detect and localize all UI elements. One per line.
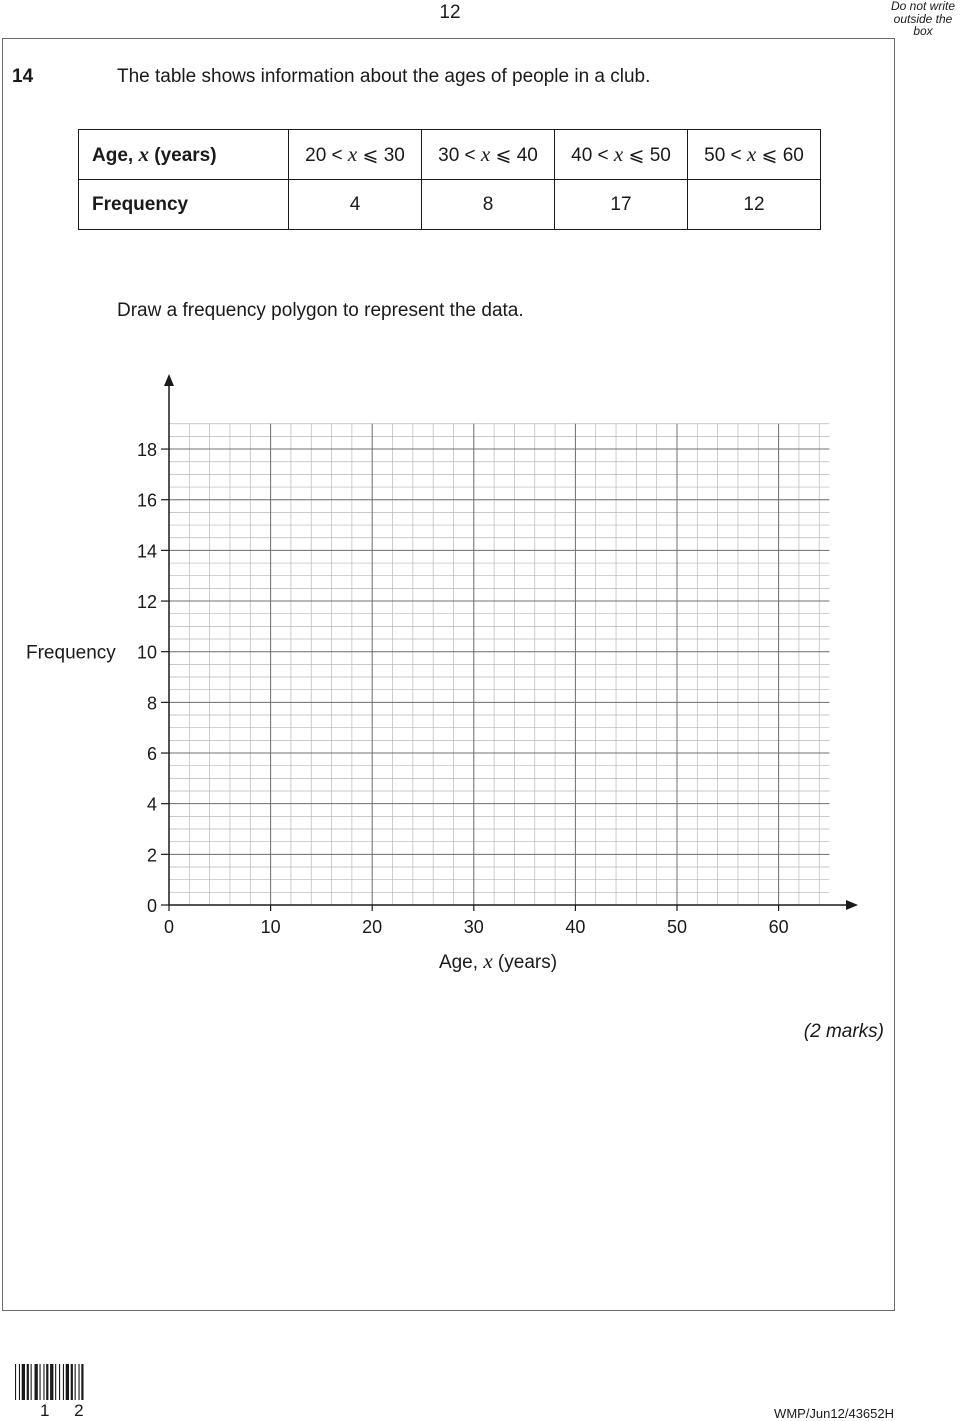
y-tick-label: 0 bbox=[146, 896, 157, 916]
barcode-bar bbox=[22, 1364, 25, 1400]
minor-gridlines bbox=[169, 424, 829, 905]
barcode-digits: 1 2 bbox=[40, 1401, 94, 1420]
age-header: Age, x (years) bbox=[79, 130, 289, 180]
question-text: The table shows information about the ages of people in a club. bbox=[117, 66, 651, 87]
barcode-bar bbox=[63, 1364, 64, 1400]
y-axis-title: Frequency bbox=[26, 642, 116, 664]
frequency-grid-chart bbox=[0, 370, 900, 990]
frequency-header: Frequency bbox=[79, 180, 289, 230]
x-axis-arrowhead bbox=[846, 900, 858, 910]
y-axis-arrowhead bbox=[164, 374, 174, 386]
frequency-cell: 4 bbox=[289, 180, 422, 230]
barcode-bar bbox=[46, 1364, 48, 1400]
x-tick-label: 20 bbox=[362, 917, 383, 937]
x-axis-title: Age, x (years) bbox=[438, 949, 558, 973]
barcode-bar bbox=[50, 1364, 53, 1400]
x-tick-label: 60 bbox=[768, 917, 789, 937]
barcode-bar bbox=[40, 1364, 41, 1400]
x-tick-label: 30 bbox=[463, 917, 484, 937]
barcode-bar bbox=[75, 1364, 76, 1400]
frequency-row bbox=[79, 180, 821, 230]
barcode-bar bbox=[71, 1364, 73, 1400]
barcode-bar bbox=[66, 1364, 69, 1400]
barcode-bar bbox=[35, 1364, 38, 1400]
frequency-cell: 17 bbox=[555, 180, 688, 230]
y-tick-label: 8 bbox=[146, 693, 157, 714]
barcode-bar bbox=[79, 1364, 80, 1400]
frequency-cell: 12 bbox=[688, 180, 821, 230]
barcode-bar bbox=[31, 1364, 32, 1400]
y-tick-label: 2 bbox=[146, 845, 157, 866]
barcode-bar bbox=[59, 1364, 60, 1400]
data-table bbox=[78, 129, 821, 230]
interval-cell: 50 < x ⩽ 60 bbox=[688, 130, 821, 180]
page-number: 12 bbox=[439, 2, 461, 23]
barcode-bar bbox=[43, 1364, 44, 1400]
barcode-bar bbox=[81, 1364, 83, 1400]
footer-reference: WMP/Jun12/43652H bbox=[774, 1406, 894, 1421]
margin-note: Do not write outside the box bbox=[890, 0, 956, 38]
barcode-bar bbox=[27, 1364, 29, 1400]
frequency-cell: 8 bbox=[422, 180, 555, 230]
y-tick-label: 18 bbox=[136, 440, 157, 461]
interval-cell: 30 < x ⩽ 40 bbox=[422, 130, 555, 180]
y-tick-label: 14 bbox=[136, 541, 157, 562]
y-tick-label: 4 bbox=[146, 794, 157, 815]
barcode-bar bbox=[55, 1364, 56, 1400]
x-tick-label: 10 bbox=[260, 917, 281, 937]
tick-labels bbox=[137, 440, 789, 937]
axes bbox=[164, 374, 858, 910]
barcode-image bbox=[15, 1364, 100, 1400]
interval-cell: 40 < x ⩽ 50 bbox=[555, 130, 688, 180]
question-number: 14 bbox=[12, 66, 34, 87]
y-tick-label: 10 bbox=[136, 642, 157, 663]
y-tick-label: 16 bbox=[136, 490, 157, 511]
x-tick-label: 0 bbox=[163, 917, 175, 937]
instruction-text: Draw a frequency polygon to represent the data. bbox=[117, 300, 524, 321]
y-tick-label: 6 bbox=[146, 744, 157, 765]
y-tick-label: 12 bbox=[136, 592, 157, 613]
marks-label: (2 marks) bbox=[803, 1021, 884, 1042]
barcode-bar bbox=[15, 1364, 16, 1400]
x-tick-label: 50 bbox=[666, 917, 688, 937]
age-row bbox=[79, 130, 821, 180]
x-tick-label: 40 bbox=[565, 917, 586, 937]
interval-cell: 20 < x ⩽ 30 bbox=[289, 130, 422, 180]
barcode-bar bbox=[19, 1364, 20, 1400]
